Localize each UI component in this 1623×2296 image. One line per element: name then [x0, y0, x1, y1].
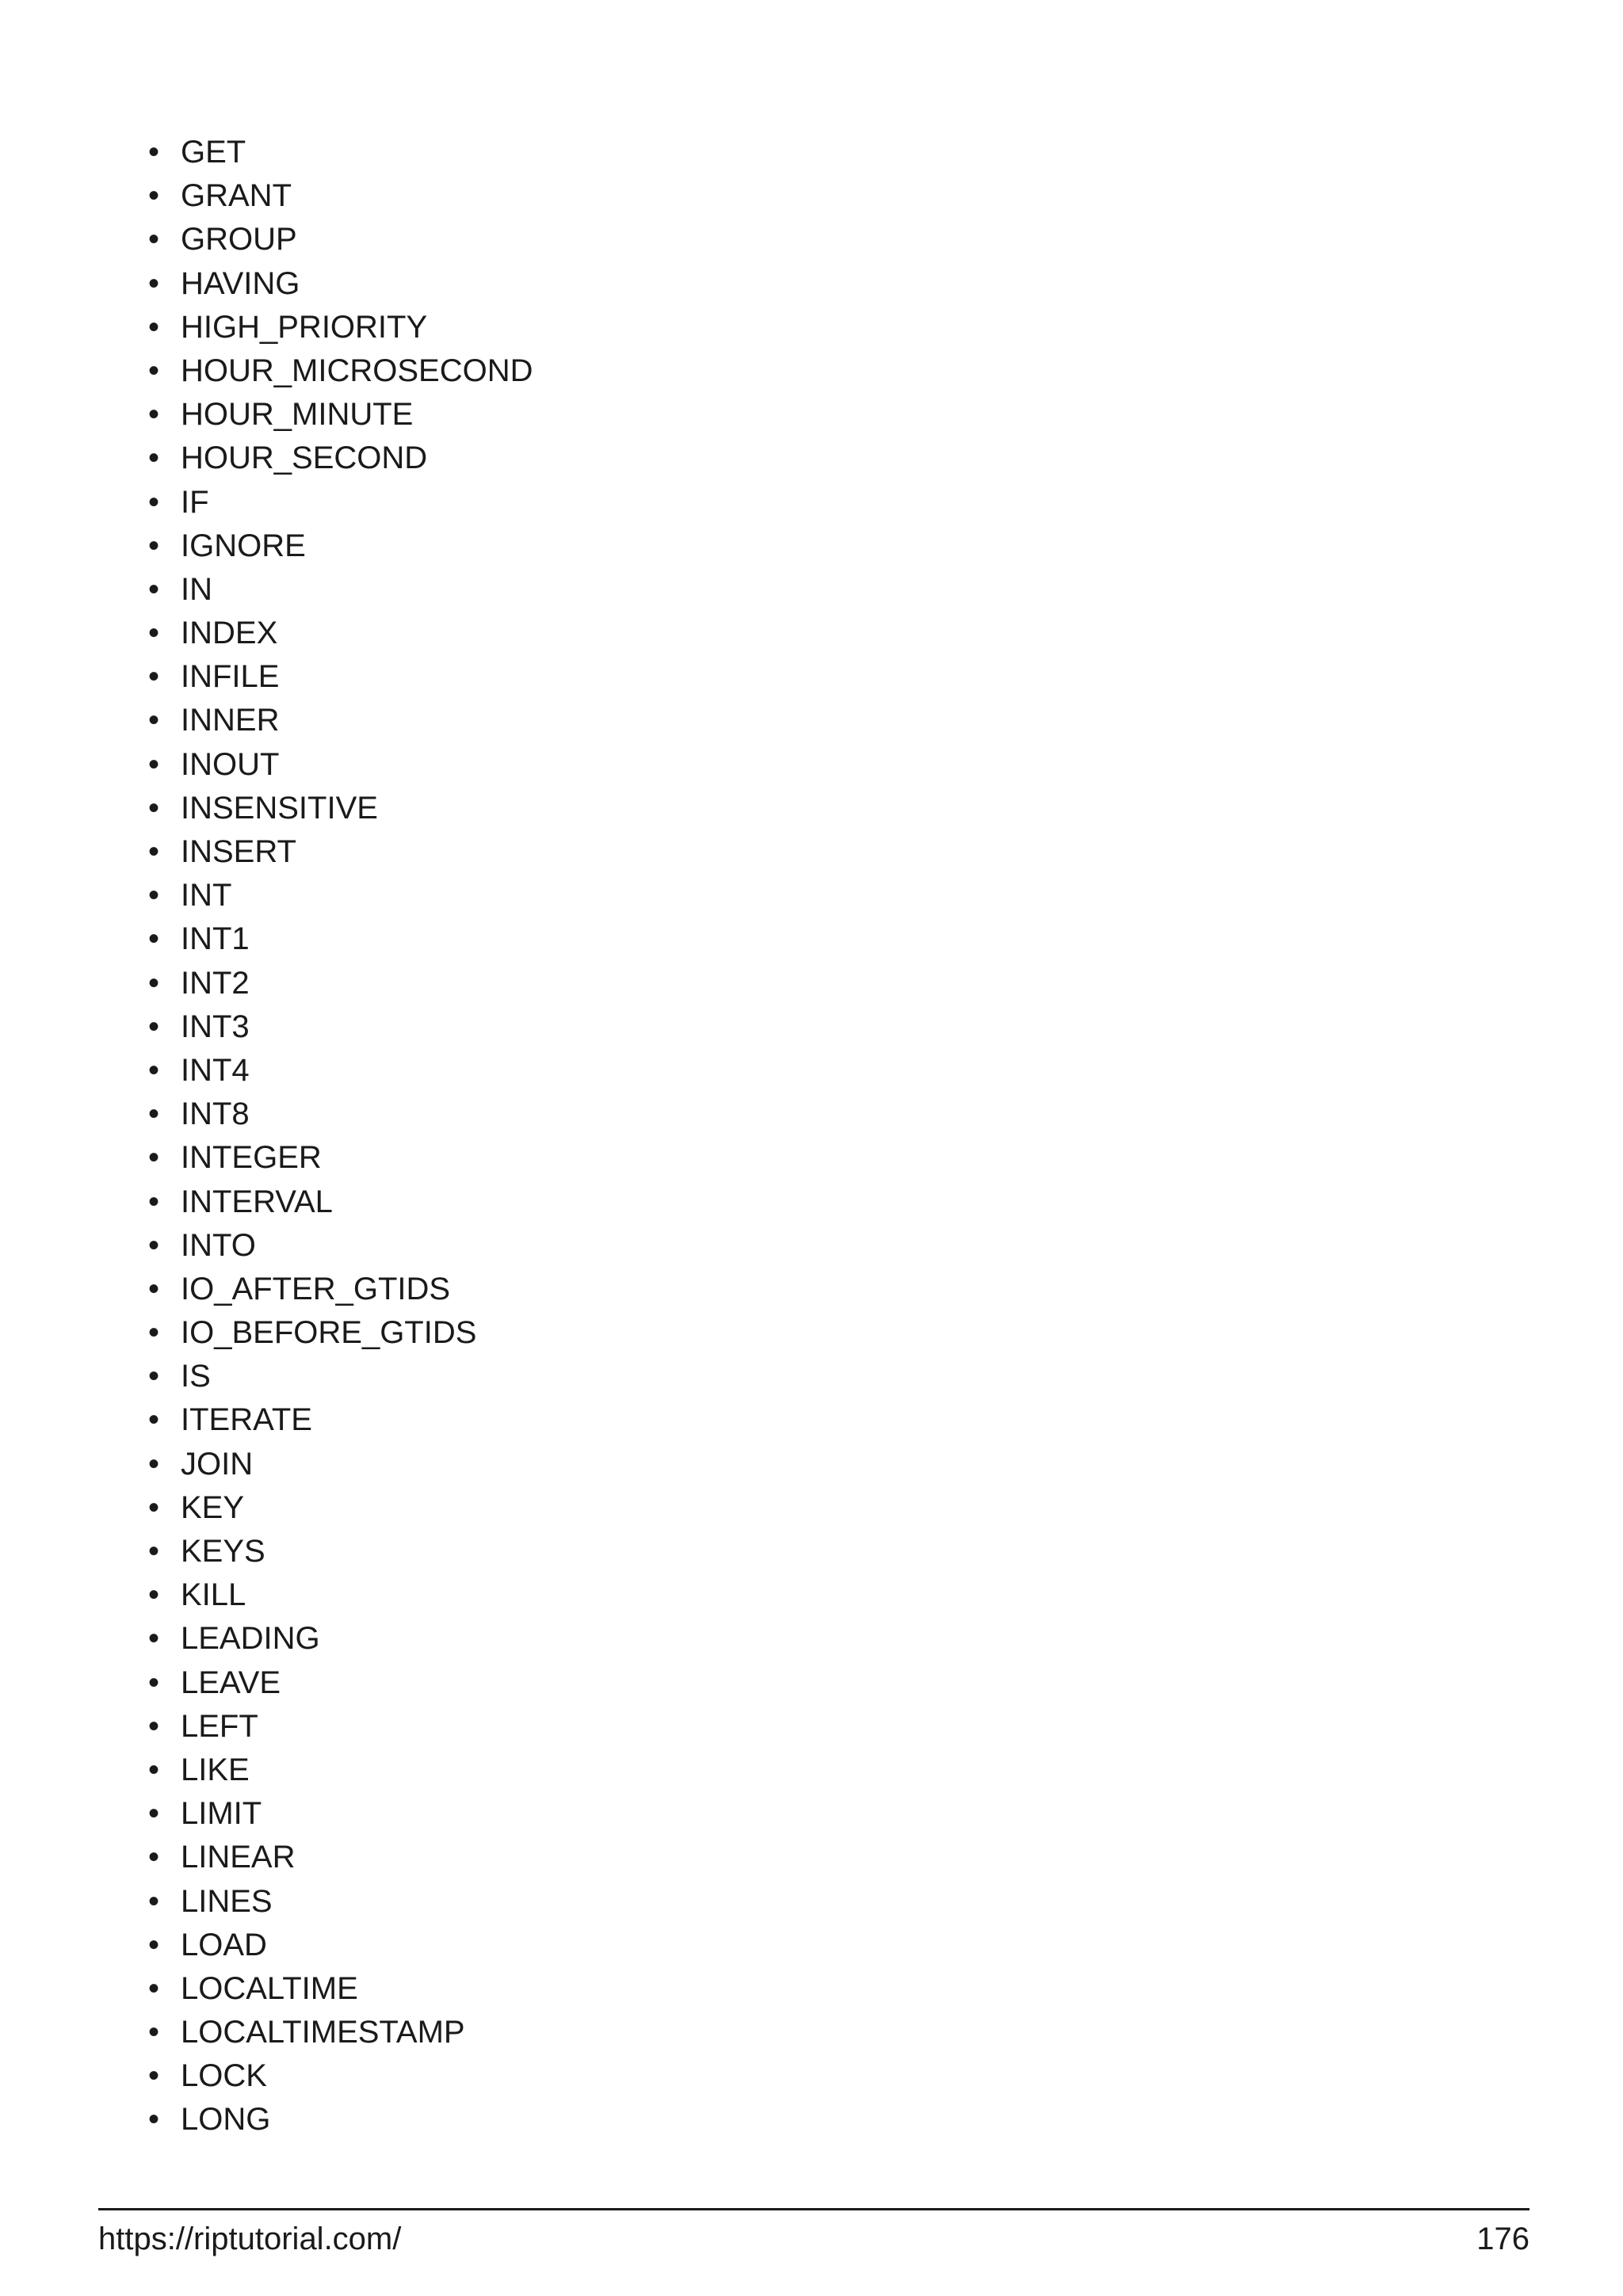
keyword-text: IS	[181, 1359, 211, 1394]
keyword-text: INTEGER	[181, 1140, 322, 1176]
bullet-icon: •	[147, 921, 159, 957]
keyword-text: LONG	[181, 2102, 271, 2138]
list-item	[146, 1749, 533, 1792]
bullet-icon: •	[147, 1227, 159, 1263]
bullet-icon: •	[147, 1315, 159, 1351]
keyword-text: INT	[181, 878, 232, 913]
bullet-icon: •	[147, 965, 159, 1001]
keyword-list	[146, 131, 533, 2142]
keyword-text: HIGH_PRIORITY	[181, 309, 428, 345]
keyword-text: LIMIT	[181, 1796, 262, 1832]
page-number: 176	[1476, 2222, 1529, 2256]
footer-url[interactable]: https://riptutorial.com/	[98, 2222, 402, 2256]
list-item	[146, 1661, 533, 1705]
bullet-icon: •	[147, 1534, 159, 1569]
keyword-text: GET	[181, 135, 246, 170]
list-item	[146, 131, 533, 174]
keyword-text: KEYS	[181, 1534, 265, 1569]
list-item	[146, 830, 533, 874]
list-item	[146, 1224, 533, 1268]
keyword-text: GRANT	[181, 178, 292, 214]
bullet-icon: •	[147, 1271, 159, 1306]
keyword-text: LOAD	[181, 1927, 267, 1962]
bullet-icon: •	[147, 309, 159, 345]
list-item	[146, 481, 533, 524]
keyword-text: HAVING	[181, 265, 300, 301]
list-item	[146, 1880, 533, 1924]
bullet-icon: •	[147, 1577, 159, 1613]
bullet-icon: •	[147, 2058, 159, 2094]
bullet-icon: •	[147, 571, 159, 607]
list-item	[146, 962, 533, 1005]
bullet-icon: •	[147, 2015, 159, 2050]
keyword-text: INDEX	[181, 616, 278, 651]
keyword-text: LINEAR	[181, 1840, 296, 1875]
bullet-icon: •	[147, 135, 159, 170]
bullet-icon: •	[147, 528, 159, 563]
keyword-text: LEADING	[181, 1621, 320, 1657]
bullet-icon: •	[147, 1489, 159, 1525]
bullet-icon: •	[147, 790, 159, 826]
bullet-icon: •	[147, 878, 159, 913]
keyword-text: HOUR_SECOND	[181, 441, 428, 476]
bullet-icon: •	[147, 1009, 159, 1044]
bullet-icon: •	[147, 1621, 159, 1657]
list-item	[146, 1136, 533, 1180]
keyword-text: HOUR_MICROSECOND	[181, 353, 533, 388]
keyword-text: INTERVAL	[181, 1184, 333, 1219]
list-item	[146, 1967, 533, 2011]
bullet-icon: •	[147, 616, 159, 651]
list-item	[146, 1530, 533, 1573]
keyword-text: INT1	[181, 921, 250, 957]
keyword-text: INTO	[181, 1227, 256, 1263]
bullet-icon: •	[147, 178, 159, 214]
list-item	[146, 2098, 533, 2142]
list-item	[146, 1180, 533, 1224]
keyword-text: KILL	[181, 1577, 246, 1613]
bullet-icon: •	[147, 1796, 159, 1832]
list-item	[146, 1093, 533, 1136]
bullet-icon: •	[147, 834, 159, 869]
list-item	[146, 218, 533, 261]
list-item	[146, 349, 533, 393]
keyword-text: INFILE	[181, 659, 280, 695]
keyword-text: LOCK	[181, 2058, 267, 2094]
list-item	[146, 1836, 533, 1879]
list-item	[146, 1617, 533, 1661]
list-item	[146, 699, 533, 742]
keyword-text: INNER	[181, 703, 280, 738]
bullet-icon: •	[147, 1446, 159, 1482]
bullet-icon: •	[147, 659, 159, 695]
list-item	[146, 655, 533, 699]
bullet-icon: •	[147, 1097, 159, 1132]
list-item	[146, 568, 533, 612]
list-item	[146, 1486, 533, 1530]
footer-divider	[98, 2208, 1529, 2210]
list-item	[146, 1924, 533, 1967]
bullet-icon: •	[147, 1840, 159, 1875]
bullet-icon: •	[147, 441, 159, 476]
bullet-icon: •	[147, 1708, 159, 1744]
list-item	[146, 1705, 533, 1749]
list-item	[146, 612, 533, 655]
bullet-icon: •	[147, 1752, 159, 1787]
keyword-text: ITERATE	[181, 1402, 312, 1438]
keyword-text: INOUT	[181, 746, 280, 782]
bullet-icon: •	[147, 484, 159, 520]
list-item	[146, 1398, 533, 1442]
bullet-icon: •	[147, 1665, 159, 1700]
list-item	[146, 1573, 533, 1617]
bullet-icon: •	[147, 265, 159, 301]
keyword-text: LINES	[181, 1883, 273, 1919]
list-item	[146, 787, 533, 830]
keyword-text: IGNORE	[181, 528, 306, 563]
bullet-icon: •	[147, 1927, 159, 1962]
list-item	[146, 174, 533, 218]
bullet-icon: •	[147, 746, 159, 782]
list-item	[146, 1268, 533, 1311]
keyword-text: GROUP	[181, 222, 297, 257]
list-item	[146, 1792, 533, 1836]
list-item	[146, 437, 533, 480]
list-item	[146, 262, 533, 306]
list-item	[146, 2054, 533, 2098]
keyword-text: IO_AFTER_GTIDS	[181, 1271, 451, 1306]
bullet-icon: •	[147, 703, 159, 738]
list-item	[146, 743, 533, 787]
keyword-text: INT3	[181, 1009, 250, 1044]
keyword-text: KEY	[181, 1489, 245, 1525]
bullet-icon: •	[147, 1970, 159, 2006]
bullet-icon: •	[147, 353, 159, 388]
bullet-icon: •	[147, 1140, 159, 1176]
list-item	[146, 393, 533, 437]
bullet-icon: •	[147, 1184, 159, 1219]
keyword-text: INT4	[181, 1052, 250, 1088]
keyword-text: LOCALTIME	[181, 1970, 358, 2006]
keyword-text: LEAVE	[181, 1665, 281, 1700]
bullet-icon: •	[147, 1359, 159, 1394]
keyword-text: LEFT	[181, 1708, 258, 1744]
keyword-text: INT8	[181, 1097, 250, 1132]
keyword-text: INT2	[181, 965, 250, 1001]
keyword-text: INSENSITIVE	[181, 790, 378, 826]
keyword-text: IO_BEFORE_GTIDS	[181, 1315, 477, 1351]
list-item	[146, 1005, 533, 1049]
list-item	[146, 1311, 533, 1355]
list-item	[146, 917, 533, 961]
bullet-icon: •	[147, 1402, 159, 1438]
bullet-icon: •	[147, 1052, 159, 1088]
keyword-text: INSERT	[181, 834, 296, 869]
list-item	[146, 874, 533, 917]
keyword-text: LOCALTIMESTAMP	[181, 2015, 465, 2050]
list-item	[146, 524, 533, 568]
list-item	[146, 1443, 533, 1486]
keyword-text: IN	[181, 571, 212, 607]
bullet-icon: •	[147, 397, 159, 433]
bullet-icon: •	[147, 222, 159, 257]
list-item	[146, 2011, 533, 2054]
keyword-text: IF	[181, 484, 209, 520]
bullet-icon: •	[147, 2102, 159, 2138]
bullet-icon: •	[147, 1883, 159, 1919]
list-item	[146, 306, 533, 349]
keyword-text: HOUR_MINUTE	[181, 397, 414, 433]
keyword-text: JOIN	[181, 1446, 254, 1482]
list-item	[146, 1355, 533, 1398]
list-item	[146, 1049, 533, 1093]
keyword-text: LIKE	[181, 1752, 250, 1787]
